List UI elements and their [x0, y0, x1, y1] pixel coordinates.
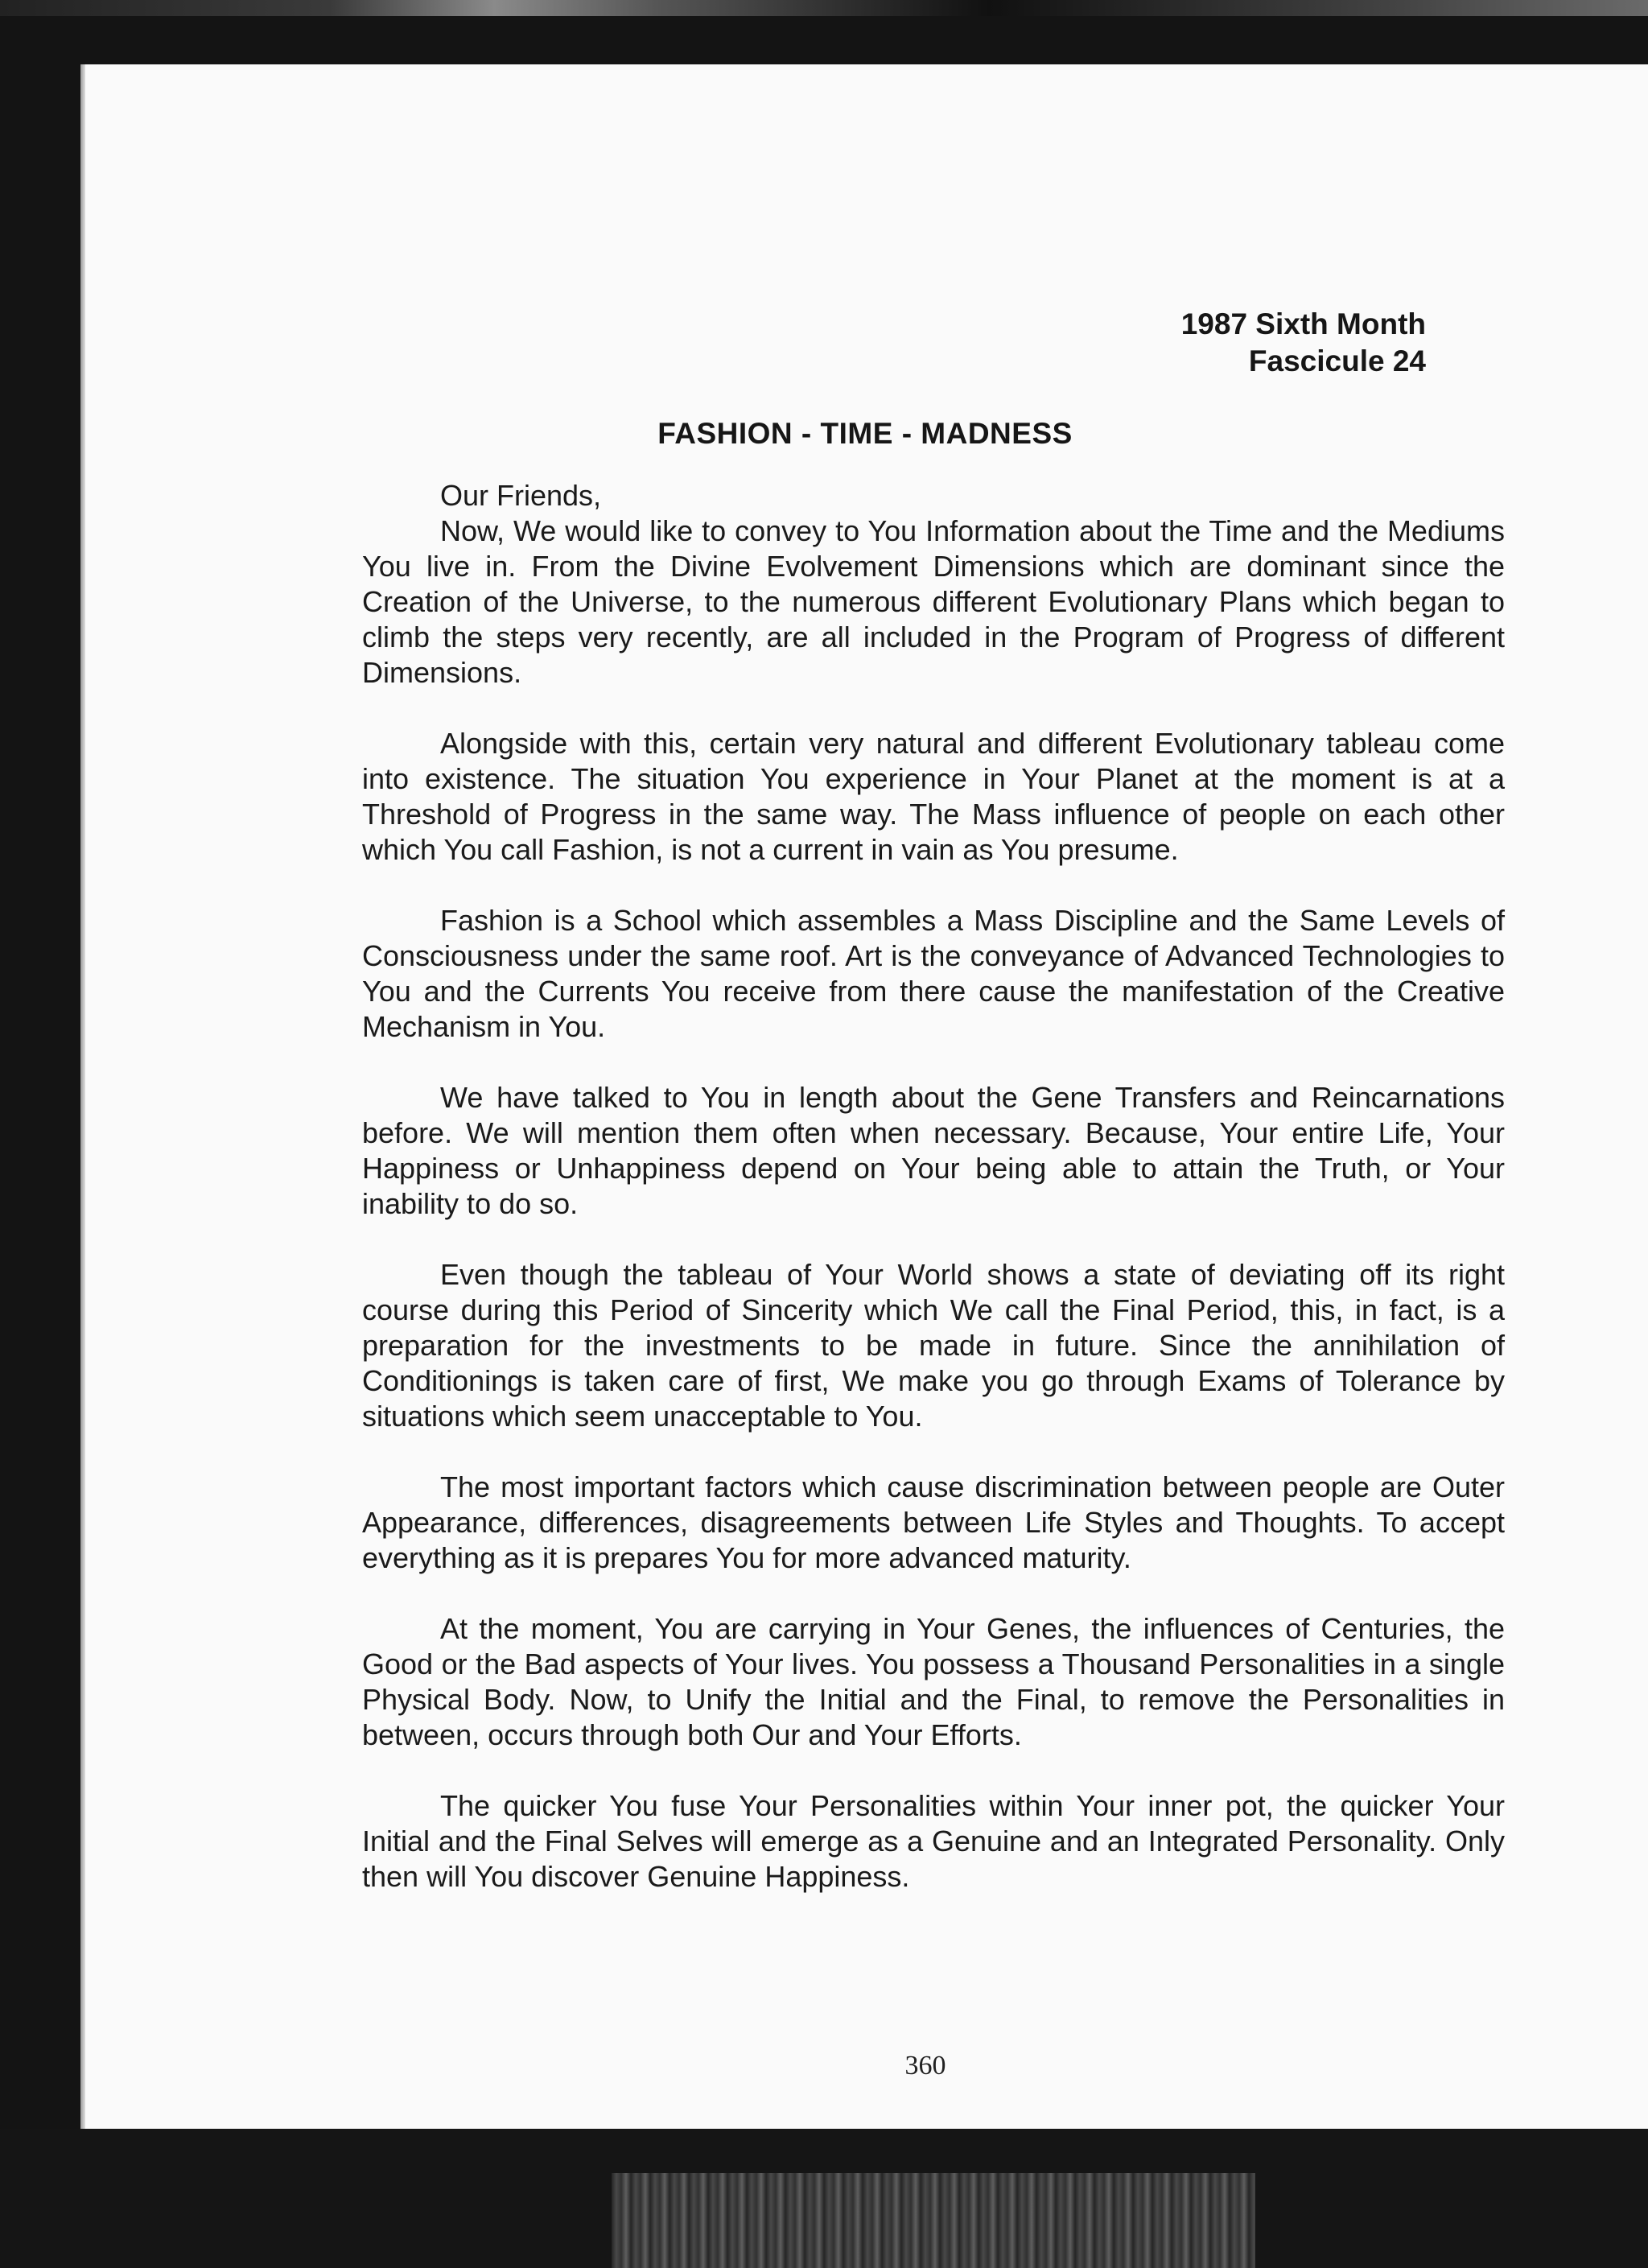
- salutation: Our Friends,: [440, 479, 602, 512]
- header-fascicule: Fascicule 24: [1248, 344, 1426, 377]
- paragraph: The most important factors which cause discrimination between people are Outer Appearance, differences, disagreements between Life Styles and Thoughts. To accept everything as it is prepares You for more advanced maturity.: [362, 1470, 1505, 1574]
- paragraph: Fashion is a School which assembles a Mass Discipline and the Same Levels of Consciousness under the same roof. Art is the conveyance of Advanced Technologies to You and the Currents You receive from there cause the manifestation of the Creative Mechanism in You.: [362, 904, 1505, 1043]
- page-title: FASHION - TIME - MADNESS: [657, 417, 1073, 450]
- book-page: [80, 64, 1648, 2129]
- header-date: 1987 Sixth Month: [1180, 307, 1426, 340]
- page-binding-edge: [80, 64, 85, 2129]
- paragraph: The quicker You fuse Your Personalities within Your inner pot, the quicker Your Initial and the Final Selves will emerge as a Genuine and an Integrated Personality. Only then will You discover Genuine Happiness.: [362, 1789, 1505, 1893]
- paragraph: Even though the tableau of Your World shows a state of deviating off its right course during this Period of Sincerity which We call the Final Period, this, in fact, is a preparation for the investments to be made in future. Since the annihilation of Conditionings is taken care of first, We make you go through Exams of Tolerance by situations which seem unacceptable to You.: [362, 1258, 1505, 1433]
- page-header: [1181, 306, 1426, 380]
- scan-glare: [612, 2173, 1255, 2268]
- paragraph: At the moment, You are carrying in Your Genes, the influences of Centuries, the Good or the Bad aspects of Your lives. You possess a Thousand Personalities in a single Physical Body. Now, to Unify the Initial and the Final, to remove the Personalities in between, occurs through both Our and Your Efforts.: [362, 1612, 1505, 1751]
- page-number: 360: [904, 2051, 946, 2080]
- paragraph: Now, We would like to convey to You Information about the Time and the Mediums You live in. From the Divine Evolvement Dimensions which are dominant since the Creation of the Universe, to the numerous different Evolutionary Plans which began to climb the steps very recently, are all included in the Program of Progress of different Dimensions.: [362, 514, 1505, 689]
- paragraph: Alongside with this, certain very natural and different Evolutionary tableau come into existence. The situation You experience in Your Planet at the moment is at a Threshold of Progress in the same way. The Mass influence of people on each other which You call Fashion, is not a current in vain as You presume.: [362, 727, 1505, 866]
- paragraph: We have talked to You in length about the Gene Transfers and Reincarnations before. We will mention them often when necessary. Because, Your entire Life, Your Happiness or Unhappiness depend on Your being able to attain the Truth, or Your inability to do so.: [362, 1081, 1505, 1220]
- scan-top-edge: [0, 0, 1648, 16]
- body-text: [362, 478, 1505, 1930]
